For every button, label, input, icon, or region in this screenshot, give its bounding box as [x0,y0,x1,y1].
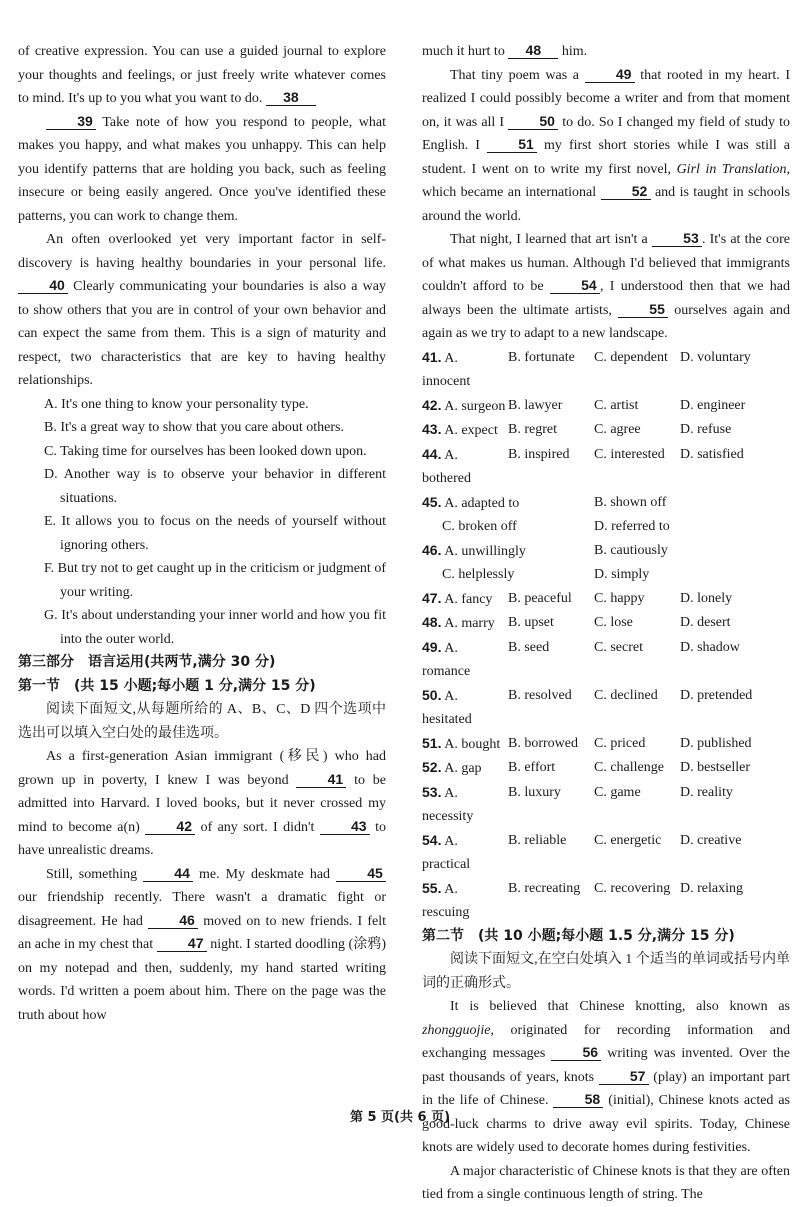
question-49: 49. A. romance B. seed C. secret D. shadow [422,638,740,679]
blank-55: 55 [618,301,668,318]
paragraph: much it hurt to 48 him. [422,42,588,59]
left-column [18,40,386,1027]
novel-title: Girl in Translation [676,161,787,177]
blank-42: 42 [145,818,195,835]
section2-instruction: 阅读下面短文,在空白处填入 1 个适当的单词或括号内单词的正确形式。 [422,952,790,991]
blank-58: 58 [553,1091,603,1108]
blank-57: 57 [599,1068,649,1085]
paragraph: That night, I learned that art isn't a 53 . It's at the core of what makes us human. Although I'd believed that immigrants couldn't afford to be 54 , I understood then that we had always been the ultimate artists, 55 ourselves again and again as we try to adapt to a new landscape. [422,230,790,341]
question-48: 48. A. marry B. upset C. lose D. desert [422,614,731,631]
question-44: 44. A. bothered B. inspired C. interested D. satisfied [422,445,744,486]
blank-51: 51 [487,136,537,153]
paragraph: Still, something 44 me. My deskmate had 45 our friendship recently. There wasn't a dramatic fight or disagreement. He had 46 moved on to new friends. I felt an ache in my chest that 47 night. I started doodling (涂鸦) on my notepad and then, suddenly, my hand started writing words. I'd written a poem about him. There on the page was the truth about how [18,864,386,1023]
option-d: D. Another way is to observe your behavior in different situations. [44,467,386,506]
question-41: 41. A. innocent B. fortunate C. dependent D. voluntary [422,348,751,389]
blank-54: 54 [550,277,600,294]
blank-47: 47 [157,935,207,952]
paragraph: That tiny poem was a 49 that rooted in my heart. I realized I could possibly become a writer and from that moment on, it was all I 50 to do. So I changed my field of study to English. I 51 my first short stories while I was still a student. I went on to write my first novel, Girl in Translation, which became an international 52 and is taught in schools around the world. [422,65,790,224]
question-43: 43. A. expect B. regret C. agree D. refuse [422,421,732,438]
option-g: G. It's about understanding your inner world and how you fit into the outer world. [44,608,386,647]
option-e: E. It allows you to focus on the needs of yourself without ignoring others. [44,514,386,553]
blank-48: 48 [508,42,558,59]
blank-43: 43 [320,818,370,835]
blank-38: 38 [266,89,316,106]
blank-50: 50 [508,113,558,130]
question-46: 46. A. unwillingly B. cautiously C. helplessly D. simply [422,541,668,582]
question-45: 45. A. adapted to B. shown off C. broken off D. referred to [422,493,670,534]
cloze-options [422,346,790,925]
question-51: 51. A. bought B. borrowed C. priced D. published [422,734,752,752]
blank-56: 56 [551,1044,601,1061]
blank-46: 46 [148,912,198,929]
seven-choose-five-options [18,393,386,652]
question-55: 55. A. rescuing B. recreating C. recovering D. relaxing [422,879,743,920]
paragraph: An often overlooked yet very important factor in self-discovery is having healthy boundaries in your personal life. 40 Clearly communicating your boundaries is also a way to show others that you are in control of your own behavior and can expect the same from them. This is a sign of maturity and respect, two characteristics that are key to having healthy relationships. [18,232,386,388]
paragraph: 39 Take note of how you respond to people, what makes you happy, and what makes you unhappy. This can help you identify patterns that are holding you back, such as feeling insecure or being easily angered. Once you've identified these patterns, you can work to change them. [18,112,386,224]
blank-45: 45 [336,865,386,882]
option-c: C. Taking time for ourselves has been looked down upon. [44,443,367,459]
section1-title: 第一节 (共 15 小题;每小题 1 分,满分 15 分) [18,677,316,694]
question-52: 52. A. gap B. effort C. challenge D. bestseller [422,759,750,776]
question-50: 50. A. hesitated B. resolved C. declined D. pretended [422,686,753,727]
part3-title: 第三部分 语言运用(共两节,满分 30 分) [18,654,276,670]
blank-41: 41 [296,771,346,788]
blank-44: 44 [143,865,193,882]
question-42: 42. A. surgeon B. lawyer C. artist D. engineer [422,396,746,414]
option-a: A. It's one thing to know your personality type. [44,396,309,412]
paragraph: As a first-generation Asian immigrant (移民) who had grown up in poverty, I knew I was beyond 41 to be admitted into Harvard. I loved books, but it never crossed my mind to become a(n) 42 of any sort. I didn't 43 to have unrealistic dreams. [18,749,386,858]
right-column [422,40,790,1207]
paragraph: It is believed that Chinese knotting, also known as zhongguojie, originated for recording information and exchanging messages 56 writing was invented. Over the past thousands of years, knots 57 (play) an important part in the life of Chinese. 58 (initial), Chinese knots acted as good-luck charms to drive away evil spirits. Today, Chinese knots are widely used to decorate homes during festivities. [422,999,791,1155]
paragraph: A major characteristic of Chinese knots is that they are often tied from a single continuous length of string. The [422,1163,790,1202]
option-b: B. It's a great way to show that you care about others. [44,420,344,435]
blank-52: 52 [601,183,651,200]
question-53: 53. A. necessity B. luxury C. game D. reality [422,783,733,824]
paragraph: of creative expression. You can use a guided journal to explore your thoughts and feelings, or just freely write whatever comes to mind. It's up to you what you want to do. 38 [18,44,386,106]
option-f: F. But try not to get caught up in the criticism or judgment of your writing. [44,561,386,600]
blank-40: 40 [18,277,68,294]
blank-49: 49 [585,66,635,83]
section1-instruction: 阅读下面短文,从每题所给的 A、B、C、D 四个选项中选出可以填入空白处的最佳选项。 [18,702,386,741]
question-54: 54. A. practical B. reliable C. energetic D. creative [422,831,742,872]
page-footer: 第 5 页(共 6 页) [349,1110,451,1125]
blank-53: 53 [652,230,702,247]
question-47: 47. A. fancy B. peaceful C. happy D. lonely [422,589,733,607]
blank-39: 39 [46,113,96,130]
section2-title: 第二节 (共 10 小题;每小题 1.5 分,满分 15 分) [422,927,735,944]
